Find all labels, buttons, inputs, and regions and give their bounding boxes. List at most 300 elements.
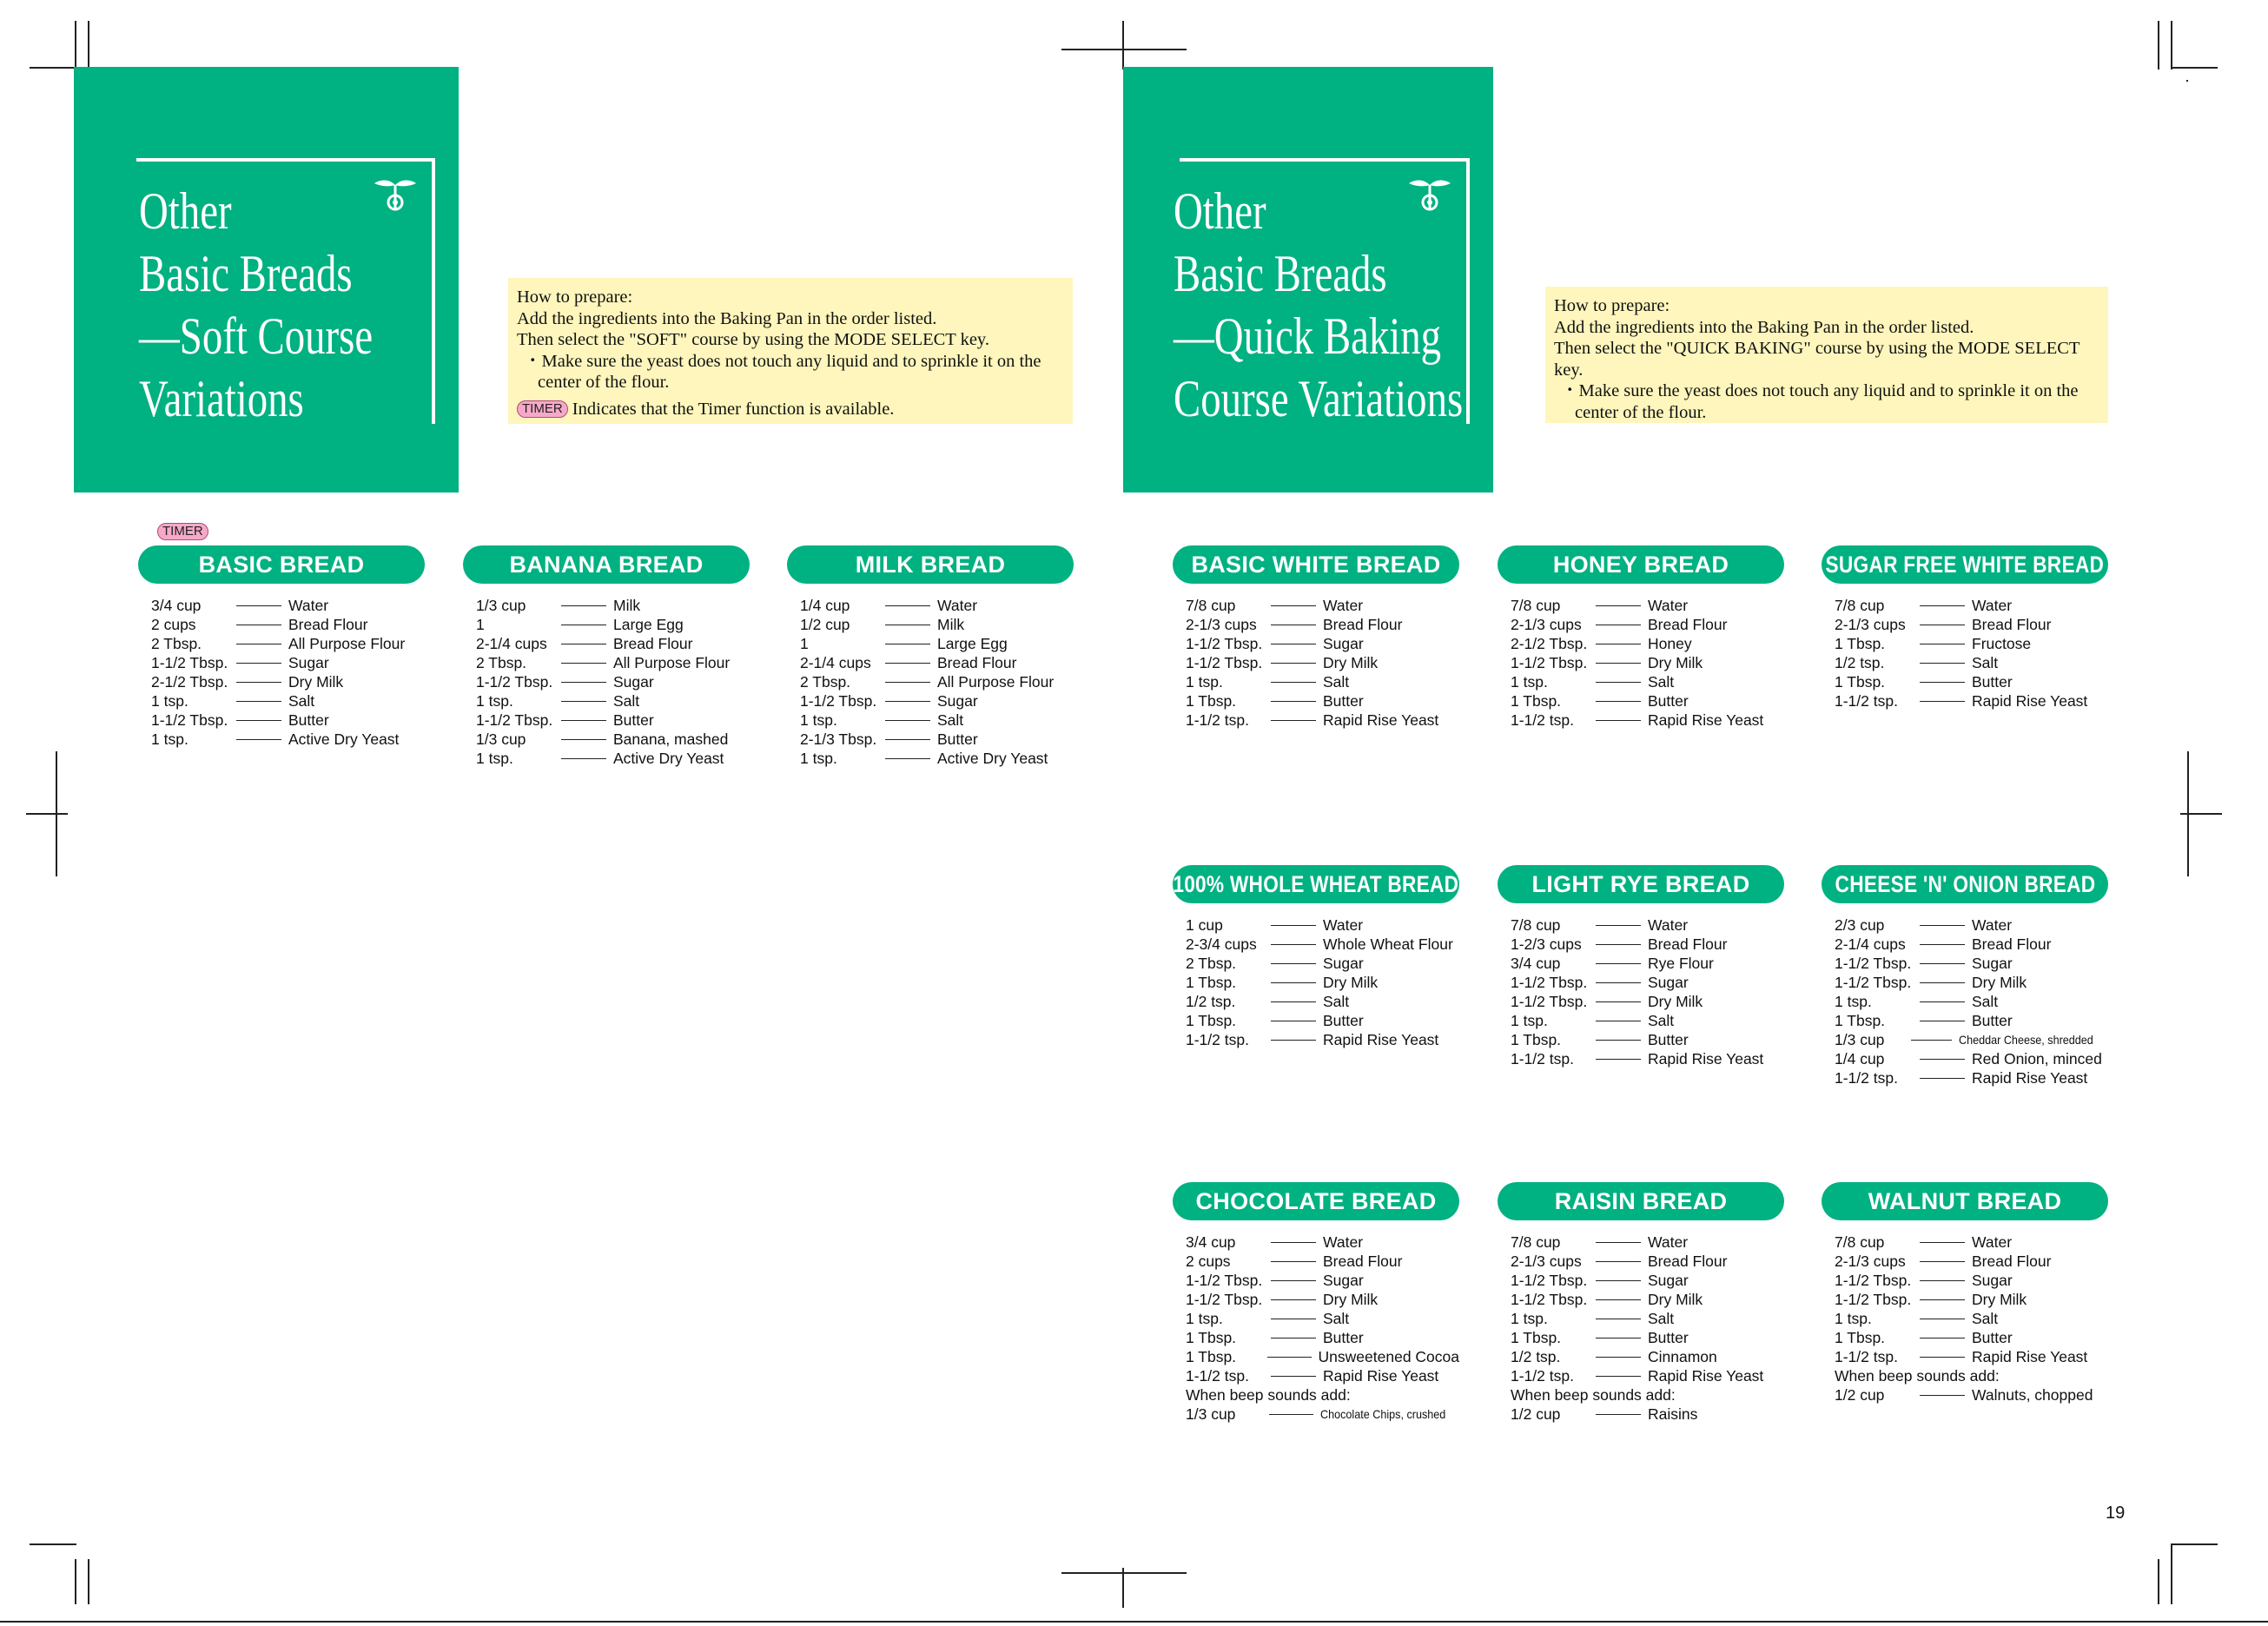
page-title: Other Basic Breads —Quick Baking Course Variations: [1174, 182, 1464, 427]
leader-line: [561, 605, 606, 606]
ingredient-amount: 1-1/2 Tbsp.: [1511, 1272, 1588, 1289]
ingredient-amount: 1: [476, 616, 485, 633]
ingredient-name: Butter: [1972, 1012, 2013, 1029]
ingredient-amount: 2 Tbsp.: [800, 673, 851, 691]
ingredient-row: [1835, 1328, 2108, 1347]
ingredient-amount: 1-2/3 cups: [1511, 935, 1582, 953]
leader-line: [1596, 963, 1641, 964]
ingredient-row: [476, 691, 750, 711]
ingredient-row: [1511, 634, 1784, 653]
ingredient-amount: 2-1/2 Tbsp.: [151, 673, 228, 691]
ingredient-name: Dry Milk: [1972, 974, 2027, 991]
ingredient-row: [1835, 1030, 2108, 1049]
ingredient-row: [1835, 1011, 2108, 1030]
leader-line: [1920, 701, 1965, 702]
leader-line: [1271, 605, 1316, 606]
leader-line: [561, 701, 606, 702]
ingredient-row: [1186, 1309, 1459, 1328]
ingredient-row: [1511, 691, 1784, 711]
ingredient-amount: 7/8 cup: [1511, 597, 1561, 614]
ingredient-row: [476, 653, 750, 672]
ingredient-name: Butter: [1323, 1012, 1364, 1029]
ingredient-amount: 1-1/2 Tbsp.: [476, 673, 553, 691]
ingredient-row: [1835, 653, 2108, 672]
ingredient-row: [476, 749, 750, 768]
ingredient-row: [1835, 596, 2108, 615]
ingredient-row: [1511, 653, 1784, 672]
leader-line: [236, 682, 281, 683]
leader-line: [1267, 1357, 1311, 1358]
recipe-title: RAISIN BREAD: [1498, 1182, 1784, 1220]
ingredient-name: Butter: [613, 711, 654, 729]
ingredient-row: [1186, 711, 1459, 730]
ingredient-row: [800, 596, 1074, 615]
ingredient-name: Large Egg: [937, 635, 1008, 652]
ingredient-amount: 1 tsp.: [1511, 1012, 1548, 1029]
ingredient-amount: 1/3 cup: [476, 730, 526, 748]
ingredient-name: Sugar: [1323, 635, 1364, 652]
ingredient-row: [1511, 711, 1784, 730]
ingredient-amount: 1 Tbsp.: [1186, 1348, 1237, 1365]
ingredient-amount: 1-1/2 Tbsp.: [1511, 654, 1588, 671]
leader-line: [885, 663, 930, 664]
ingredient-amount: 1 Tbsp.: [1835, 635, 1886, 652]
leader-line: [1596, 944, 1641, 945]
recipe-card: [1822, 545, 2108, 711]
ingredient-row: [1511, 1030, 1784, 1049]
ingredient-list: [1173, 915, 1459, 1049]
ingredient-name: Red Onion, minced: [1972, 1050, 2102, 1067]
ingredient-row: [1511, 1347, 1784, 1366]
ingredient-amount: 1 tsp.: [1835, 1310, 1872, 1327]
ingredient-name: Active Dry Yeast: [288, 730, 400, 748]
leader-line: [1596, 605, 1641, 606]
ingredient-name: Dry Milk: [1323, 654, 1379, 671]
ingredient-row: [1511, 1233, 1784, 1252]
ingredient-name: Rapid Rise Yeast: [1323, 711, 1439, 729]
leader-line: [1596, 1261, 1641, 1262]
ingredient-amount: 1 Tbsp.: [1186, 1329, 1237, 1346]
page-number: 19: [2106, 1504, 2126, 1523]
ingredient-amount: 1 tsp.: [800, 750, 837, 767]
ingredient-row: [476, 634, 750, 653]
ingredient-name: Salt: [1648, 673, 1675, 691]
leader-line: [1271, 944, 1316, 945]
ingredient-row: [1835, 672, 2108, 691]
leader-line: [1271, 1280, 1316, 1281]
ingredient-amount: 1 tsp.: [476, 750, 513, 767]
timer-badge: TIMER: [517, 400, 568, 418]
ingredient-name: Bread Flour: [1323, 1253, 1403, 1270]
howto-line: Then select the "QUICK BAKING" course by using the MODE SELECT key.: [1554, 339, 2080, 380]
ingredient-list: [1498, 596, 1784, 730]
ingredient-row: [1835, 935, 2108, 954]
ingredient-name: Butter: [1323, 692, 1364, 710]
ingredient-row: [1511, 1309, 1784, 1328]
ingredient-name: All Purpose Flour: [288, 635, 406, 652]
ingredient-row: [1186, 1290, 1459, 1309]
ingredient-name: Sugar: [1648, 1272, 1689, 1289]
ingredient-amount: 1 tsp.: [1186, 673, 1223, 691]
ingredient-name: Whole Wheat Flour: [1323, 935, 1453, 953]
ingredient-amount: 1-1/2 tsp.: [1511, 711, 1574, 729]
ingredient-amount: 2-1/3 cups: [1186, 616, 1257, 633]
ingredient-row: [1186, 672, 1459, 691]
recipe-title: HONEY BREAD: [1498, 545, 1784, 584]
ingredient-row: [151, 615, 425, 634]
ingredient-row: [1511, 1366, 1784, 1385]
leader-line: [1596, 1001, 1641, 1002]
ingredient-amount: 1 Tbsp.: [1186, 1012, 1237, 1029]
ingredient-amount: 1/2 cup: [800, 616, 850, 633]
ingredient-row: [1835, 1252, 2108, 1271]
ingredient-name: Dry Milk: [1972, 1291, 2027, 1308]
ingredient-row: [1835, 691, 2108, 711]
ingredient-row: [1511, 915, 1784, 935]
recipe-title: 100% WHOLE WHEAT BREAD: [1173, 865, 1459, 903]
ingredient-name: Water: [1323, 916, 1364, 934]
ingredient-row: [1835, 1290, 2108, 1309]
ingredient-name: Bread Flour: [1972, 935, 2052, 953]
ingredient-amount: 1 tsp.: [476, 692, 513, 710]
ingredient-name: Salt: [1648, 1310, 1675, 1327]
ingredient-name: Bread Flour: [1648, 616, 1728, 633]
leader-line: [1920, 1280, 1965, 1281]
ingredient-row: [1186, 596, 1459, 615]
ingredient-name: Bread Flour: [1648, 1253, 1728, 1270]
ingredient-row: [1835, 634, 2108, 653]
ingredient-row: [1835, 954, 2108, 973]
ingredient-amount: 1-1/2 Tbsp.: [1511, 1291, 1588, 1308]
ingredient-row: [1186, 1271, 1459, 1290]
left-title-box: [74, 67, 459, 492]
ingredient-row: [1835, 1049, 2108, 1068]
ingredient-name: Milk: [613, 597, 641, 614]
ingredient-row: [151, 730, 425, 749]
ingredient-amount: 2-1/4 cups: [800, 654, 871, 671]
ingredient-name: Water: [288, 597, 329, 614]
ingredient-row: [1511, 935, 1784, 954]
ingredient-row: [1511, 1049, 1784, 1068]
ingredient-amount: 1/2 tsp.: [1511, 1348, 1561, 1365]
ingredient-amount: 1-1/2 Tbsp.: [1835, 1291, 1912, 1308]
ingredient-row: [800, 730, 1074, 749]
ingredient-row: [1511, 1252, 1784, 1271]
ingredient-amount: 2 Tbsp.: [1186, 955, 1237, 972]
ingredient-row: [800, 691, 1074, 711]
page-title: Other Basic Breads —Soft Course Variations: [139, 182, 374, 427]
ingredient-name: Sugar: [1323, 1272, 1364, 1289]
ingredient-amount: 1-1/2 Tbsp.: [1511, 993, 1588, 1010]
ingredient-amount: 1/2 cup: [1835, 1386, 1885, 1404]
ingredient-amount: 2-1/2 Tbsp.: [1511, 635, 1588, 652]
ingredient-row: [1186, 1405, 1459, 1424]
ingredient-name: Active Dry Yeast: [613, 750, 724, 767]
recipe-title: BASIC WHITE BREAD: [1173, 545, 1459, 584]
ingredient-row: [1835, 973, 2108, 992]
ingredient-amount: 2-1/4 cups: [476, 635, 547, 652]
ingredient-name: Salt: [1648, 1012, 1675, 1029]
ingredient-amount: 1-1/2 Tbsp.: [800, 692, 877, 710]
ingredient-amount: 1-1/2 Tbsp.: [1511, 974, 1588, 991]
ingredient-amount: 1/4 cup: [1835, 1050, 1885, 1067]
ingredient-name: Sugar: [1972, 955, 2013, 972]
ingredient-row: [1835, 1347, 2108, 1366]
ingredient-amount: 1 tsp.: [1835, 993, 1872, 1010]
how-to-prepare-box: [508, 278, 1073, 424]
leader-line: [1271, 1376, 1316, 1377]
ingredient-amount: 7/8 cup: [1511, 916, 1561, 934]
leader-line: [1271, 701, 1316, 702]
leader-line: [885, 605, 930, 606]
ingredient-list: [1822, 596, 2108, 711]
ingredient-row: [1835, 1309, 2108, 1328]
ingredient-row: [800, 653, 1074, 672]
leader-line: [1596, 720, 1641, 721]
ingredient-name: All Purpose Flour: [937, 673, 1055, 691]
ingredient-row: [1835, 1068, 2108, 1087]
ingredient-amount: 1 Tbsp.: [1835, 1329, 1886, 1346]
ingredient-row: [1186, 973, 1459, 992]
ingredient-amount: 1/2 cup: [1511, 1405, 1561, 1423]
ingredient-amount: 1 Tbsp.: [1511, 1031, 1562, 1048]
ingredient-name: Cheddar Cheese, shredded: [1958, 1033, 2093, 1047]
ingredient-name: Water: [1323, 1233, 1364, 1251]
ingredient-row: [1186, 1347, 1459, 1366]
leader-line: [885, 720, 930, 721]
ingredient-name: Salt: [937, 711, 964, 729]
ingredient-name: Raisins: [1648, 1405, 1698, 1423]
ingredient-name: Rye Flour: [1648, 955, 1714, 972]
ingredient-row: [1186, 691, 1459, 711]
beep-note: When beep sounds add:: [1511, 1386, 1676, 1404]
ingredient-row: [1835, 1385, 2108, 1405]
recipe-title: BASIC BREAD: [138, 545, 425, 584]
how-to-prepare-box: [1545, 287, 2108, 423]
ingredient-name: All Purpose Flour: [613, 654, 731, 671]
recipe-title: BANANA BREAD: [463, 545, 750, 584]
ingredient-row: [800, 634, 1074, 653]
ingredient-amount: 2 cups: [1186, 1253, 1231, 1270]
ingredient-amount: 3/4 cup: [151, 597, 202, 614]
ingredient-name: Rapid Rise Yeast: [1323, 1367, 1439, 1385]
ingredient-row: [1511, 1011, 1784, 1030]
recipe-title: CHOCOLATE BREAD: [1173, 1182, 1459, 1220]
leader-line: [885, 739, 930, 740]
ingredient-row: [1186, 992, 1459, 1011]
ingredient-amount: 1-1/2 Tbsp.: [151, 654, 228, 671]
ingredient-name: Butter: [937, 730, 978, 748]
leader-line: [236, 663, 281, 664]
howto-line: Add the ingredients into the Baking Pan in the order listed.: [517, 308, 937, 328]
ingredient-amount: 1-1/2 Tbsp.: [1835, 955, 1912, 972]
ingredient-name: Salt: [1972, 1310, 1999, 1327]
ingredient-name: Water: [1972, 1233, 2013, 1251]
leader-line: [1596, 1059, 1641, 1060]
leader-line: [1271, 982, 1316, 983]
ingredient-name: Rapid Rise Yeast: [1972, 1069, 2088, 1087]
ingredient-list: [1822, 1233, 2108, 1405]
ingredient-row: [1835, 1233, 2108, 1252]
leader-line: [1271, 1242, 1316, 1243]
leader-line: [236, 720, 281, 721]
leader-line: [1920, 1299, 1965, 1300]
ingredient-name: Bread Flour: [1648, 935, 1728, 953]
ingredient-name: Dry Milk: [1648, 993, 1703, 1010]
ingredient-amount: 1 tsp.: [1186, 1310, 1223, 1327]
ingredient-amount: 1-1/2 Tbsp.: [1186, 1291, 1263, 1308]
ingredient-name: Water: [937, 597, 978, 614]
ingredient-name: Sugar: [1323, 955, 1364, 972]
leader-line: [561, 663, 606, 664]
ingredient-name: Water: [1972, 597, 2013, 614]
recipe-title: SUGAR FREE WHITE BREAD: [1822, 545, 2108, 584]
ingredient-amount: 2-1/3 cups: [1511, 1253, 1582, 1270]
leader-line: [1596, 1357, 1641, 1358]
leader-line: [1920, 663, 1965, 664]
howto-bullet: ・Make sure the yeast does not touch any liquid and to sprinkle it on the center of the flour.: [1561, 381, 2079, 422]
ingredient-amount: 1/3 cup: [1186, 1405, 1236, 1423]
ingredient-amount: 1 tsp.: [151, 730, 188, 748]
ingredient-row: [476, 596, 750, 615]
leader-line: [1920, 982, 1965, 983]
howto-bullet: ・Make sure the yeast does not touch any liquid and to sprinkle it on the center of the flour.: [524, 351, 1041, 392]
ingredient-row: [1186, 1328, 1459, 1347]
ingredient-row: [1186, 1366, 1459, 1385]
ingredient-name: Dry Milk: [1323, 974, 1379, 991]
ingredient-amount: 1-1/2 Tbsp.: [1835, 1272, 1912, 1289]
ingredient-amount: 7/8 cup: [1835, 597, 1885, 614]
ingredient-name: Banana, mashed: [613, 730, 729, 748]
ingredient-row: [1511, 1328, 1784, 1347]
ingredient-name: Sugar: [937, 692, 978, 710]
ingredient-name: Honey: [1648, 635, 1692, 652]
ingredient-amount: 7/8 cup: [1511, 1233, 1561, 1251]
recipe-title: WALNUT BREAD: [1822, 1182, 2108, 1220]
leader-line: [1920, 1001, 1965, 1002]
ingredient-name: Rapid Rise Yeast: [1648, 1367, 1764, 1385]
ingredient-name: Large Egg: [613, 616, 684, 633]
ingredient-amount: 1 tsp.: [1511, 1310, 1548, 1327]
ingredient-amount: 1 Tbsp.: [1511, 1329, 1562, 1346]
leader-line: [1271, 925, 1316, 926]
recipe-card: [1498, 865, 1784, 1068]
recipe-card: [1173, 1182, 1459, 1424]
ingredient-row: [1835, 915, 2108, 935]
ingredient-amount: 1-1/2 tsp.: [1186, 1367, 1249, 1385]
leader-line: [561, 739, 606, 740]
ingredient-row: [1835, 992, 2108, 1011]
ingredient-row: [1511, 1405, 1784, 1424]
recipe-card: [1173, 865, 1459, 1049]
ingredient-name: Butter: [1972, 673, 2013, 691]
ingredient-amount: 2/3 cup: [1835, 916, 1885, 934]
ingredient-list: [463, 596, 750, 768]
ingredient-row: [151, 672, 425, 691]
leader-line: [1920, 605, 1965, 606]
ingredient-row: [476, 730, 750, 749]
ingredient-name: Salt: [288, 692, 315, 710]
leader-line: [1596, 1242, 1641, 1243]
ingredient-name: Dry Milk: [288, 673, 344, 691]
ingredient-list: [1173, 1233, 1459, 1424]
ingredient-name: Rapid Rise Yeast: [1648, 711, 1764, 729]
ingredient-row: [151, 711, 425, 730]
ingredient-name: Salt: [1323, 1310, 1350, 1327]
ingredient-row: [1186, 653, 1459, 672]
ingredient-name: Water: [1648, 1233, 1689, 1251]
leader-line: [1271, 1001, 1316, 1002]
leader-line: [1920, 963, 1965, 964]
ingredient-name: Butter: [1323, 1329, 1364, 1346]
ingredient-row: [1186, 1030, 1459, 1049]
ingredient-amount: 1/3 cup: [1835, 1031, 1885, 1048]
ingredient-amount: 1/4 cup: [800, 597, 850, 614]
ingredient-name: Chocolate Chips, crushed: [1319, 1407, 1445, 1421]
ingredient-name: Water: [1648, 916, 1689, 934]
timer-badge: TIMER: [157, 523, 208, 540]
ingredient-list: [1173, 596, 1459, 730]
leader-line: [236, 701, 281, 702]
leader-line: [1596, 925, 1641, 926]
ingredient-amount: 2-1/3 Tbsp.: [800, 730, 877, 748]
ingredient-row: [1511, 596, 1784, 615]
ingredient-name: Salt: [1972, 654, 1999, 671]
beep-note: When beep sounds add:: [1186, 1386, 1351, 1404]
leader-line: [561, 758, 606, 759]
ingredient-row: [800, 711, 1074, 730]
ingredient-row: [1511, 1290, 1784, 1309]
ingredient-name: Sugar: [1648, 974, 1689, 991]
leader-line: [1920, 944, 1965, 945]
ingredient-row: [1511, 615, 1784, 634]
ingredient-amount: 3/4 cup: [1186, 1233, 1236, 1251]
leader-line: [1271, 1299, 1316, 1300]
ingredient-amount: 2 Tbsp.: [151, 635, 202, 652]
ingredient-row: [1186, 1011, 1459, 1030]
ingredient-row: [1186, 954, 1459, 973]
leader-line: [885, 701, 930, 702]
ingredient-name: Bread Flour: [1972, 616, 2052, 633]
ingredient-amount: 1/2 tsp.: [1835, 654, 1885, 671]
leader-line: [236, 739, 281, 740]
ingredient-amount: 7/8 cup: [1186, 597, 1236, 614]
ingredient-name: Cinnamon: [1648, 1348, 1717, 1365]
ingredient-amount: 2-1/3 cups: [1835, 1253, 1906, 1270]
ingredient-name: Bread Flour: [288, 616, 368, 633]
ingredient-amount: 1-1/2 tsp.: [1835, 1348, 1898, 1365]
ingredient-amount: 1-1/2 Tbsp.: [476, 711, 553, 729]
howto-heading: How to prepare:: [1554, 296, 1670, 315]
recipe-title: CHEESE 'N' ONION BREAD: [1822, 865, 2108, 903]
recipe-card: [138, 545, 425, 749]
leader-line: [1271, 720, 1316, 721]
leader-line: [1920, 1242, 1965, 1243]
ingredient-list: [1498, 915, 1784, 1068]
leader-line: [1911, 1040, 1952, 1041]
ingredient-amount: 1/3 cup: [476, 597, 526, 614]
ingredient-amount: 1-1/2 tsp.: [1511, 1367, 1574, 1385]
leader-line: [1271, 1040, 1316, 1041]
leader-line: [1596, 1299, 1641, 1300]
ingredient-row: [800, 615, 1074, 634]
ingredient-name: Rapid Rise Yeast: [1648, 1050, 1764, 1067]
ingredient-list: [1498, 1233, 1784, 1424]
ingredient-name: Salt: [1323, 993, 1350, 1010]
recipe-title: LIGHT RYE BREAD: [1498, 865, 1784, 903]
leader-line: [885, 682, 930, 683]
leader-line: [1271, 682, 1316, 683]
